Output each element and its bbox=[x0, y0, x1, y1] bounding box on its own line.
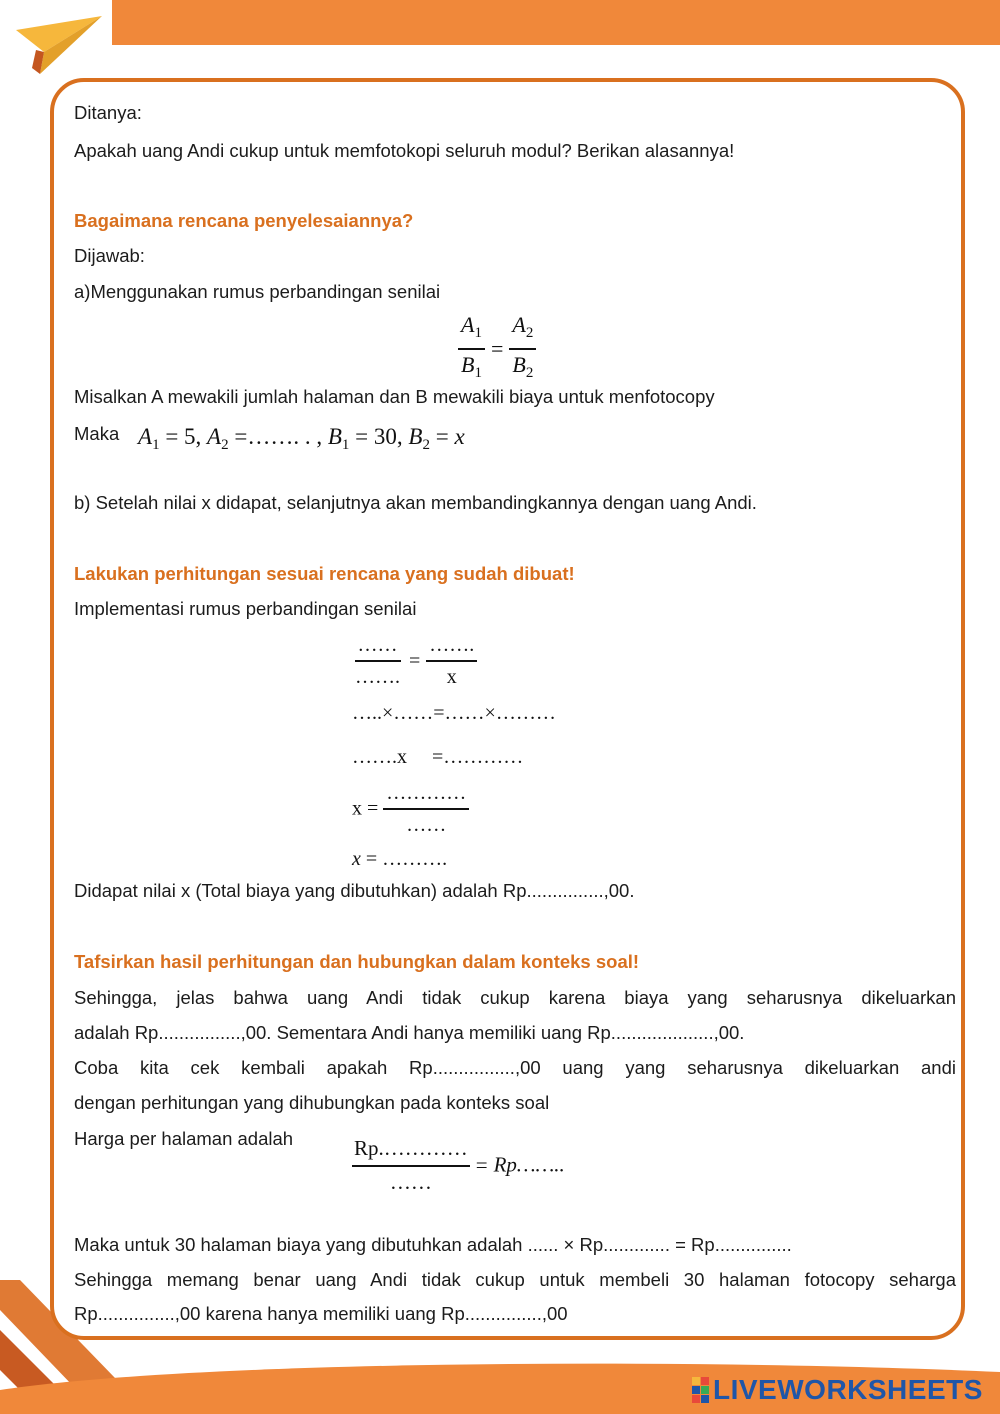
liveworksheets-logo[interactable] bbox=[692, 1374, 983, 1406]
sehingga-line-1: Sehingga, jelas bahwa uang Andi tidak cukup karena biaya yang seharusnya dikeluarkan bbox=[74, 987, 956, 1008]
header-bar bbox=[112, 0, 1000, 45]
didapat-text: Didapat nilai x (Total biaya yang dibutuhkan) adalah Rp...............,00. bbox=[74, 880, 635, 901]
maka-label: Maka bbox=[74, 423, 120, 444]
coba-line-2: dengan perhitungan yang dihubungkan pada konteks soal bbox=[74, 1092, 550, 1113]
sehingga-line-2: adalah Rp................,00. Sementara Andi hanya memiliki uang Rp....................,00. bbox=[74, 1022, 745, 1043]
step-a-text: a)Menggunakan rumus perbandingan senilai bbox=[74, 281, 441, 302]
heading-interp: Tafsirkan hasil perhitungan dan hubungkan dalam konteks soal! bbox=[74, 951, 640, 972]
calc-x-result: x = ………. bbox=[352, 848, 448, 870]
maka-expression: $A_1 = 5$, $A_2$ =……. . , $B_1 = 30$, $B_2 = x$ bbox=[138, 424, 465, 453]
maka-30-text: Maka untuk 30 halaman biaya yang dibutuhkan adalah ...... × Rp............. = Rp............... bbox=[74, 1234, 792, 1255]
ditanya-label: Ditanya: bbox=[74, 102, 142, 123]
calc-fraction-line: $\frac{\dots\dots}{\dots\dots.}$ = $\frac{\dots\dots.}{x}$ bbox=[352, 632, 477, 690]
final-line-1: Sehingga memang benar uang Andi tidak cukup untuk membeli 30 halaman fotocopy seharga bbox=[74, 1269, 956, 1290]
step-b-text: b) Setelah nilai x didapat, selanjutnya akan membandingkannya dengan uang Andi. bbox=[74, 492, 757, 513]
formula-proportion: $\frac{A_1}{B_1}$ = $\frac{A_2}{B_2}$ bbox=[458, 312, 536, 386]
calc-x-fraction: x = $\frac{\dots\dots\dots\dots}{\dots\dots}$ bbox=[352, 780, 469, 838]
question-text: Apakah uang Andi cukup untuk memfotokopi seluruh modul? Berikan alasannya! bbox=[74, 140, 735, 161]
logo-blocks-icon bbox=[692, 1377, 709, 1403]
paper-plane-icon bbox=[14, 12, 106, 76]
coba-line-1: Coba kita cek kembali apakah Rp................,00 uang yang seharusnya dikeluarkan andi bbox=[74, 1057, 956, 1078]
implementasi-text: Implementasi rumus perbandingan senilai bbox=[74, 598, 417, 619]
misalkan-text: Misalkan A mewakili jumlah halaman dan B mewakili biaya untuk menfotocopy bbox=[74, 386, 715, 407]
harga-formula: $\frac{Rp.\dots\dots\dots\dots}{\dots\dots}$ = Rp…….. bbox=[354, 1136, 565, 1194]
liveworksheets-wordmark: LIVEWORKSHEETS bbox=[713, 1374, 983, 1405]
heading-calc: Lakukan perhitungan sesuai rencana yang sudah dibuat! bbox=[74, 563, 575, 584]
harga-label: Harga per halaman adalah bbox=[74, 1128, 294, 1149]
final-line-2: Rp...............,00 karena hanya memiliki uang Rp...............,00 bbox=[74, 1303, 568, 1324]
calc-simplify: …….x =………… bbox=[352, 746, 524, 768]
dijawab-label: Dijawab: bbox=[74, 245, 145, 266]
calc-cross-multiply: …..×……=……×……… bbox=[352, 702, 556, 724]
heading-plan: Bagaimana rencana penyelesaiannya? bbox=[74, 210, 414, 231]
